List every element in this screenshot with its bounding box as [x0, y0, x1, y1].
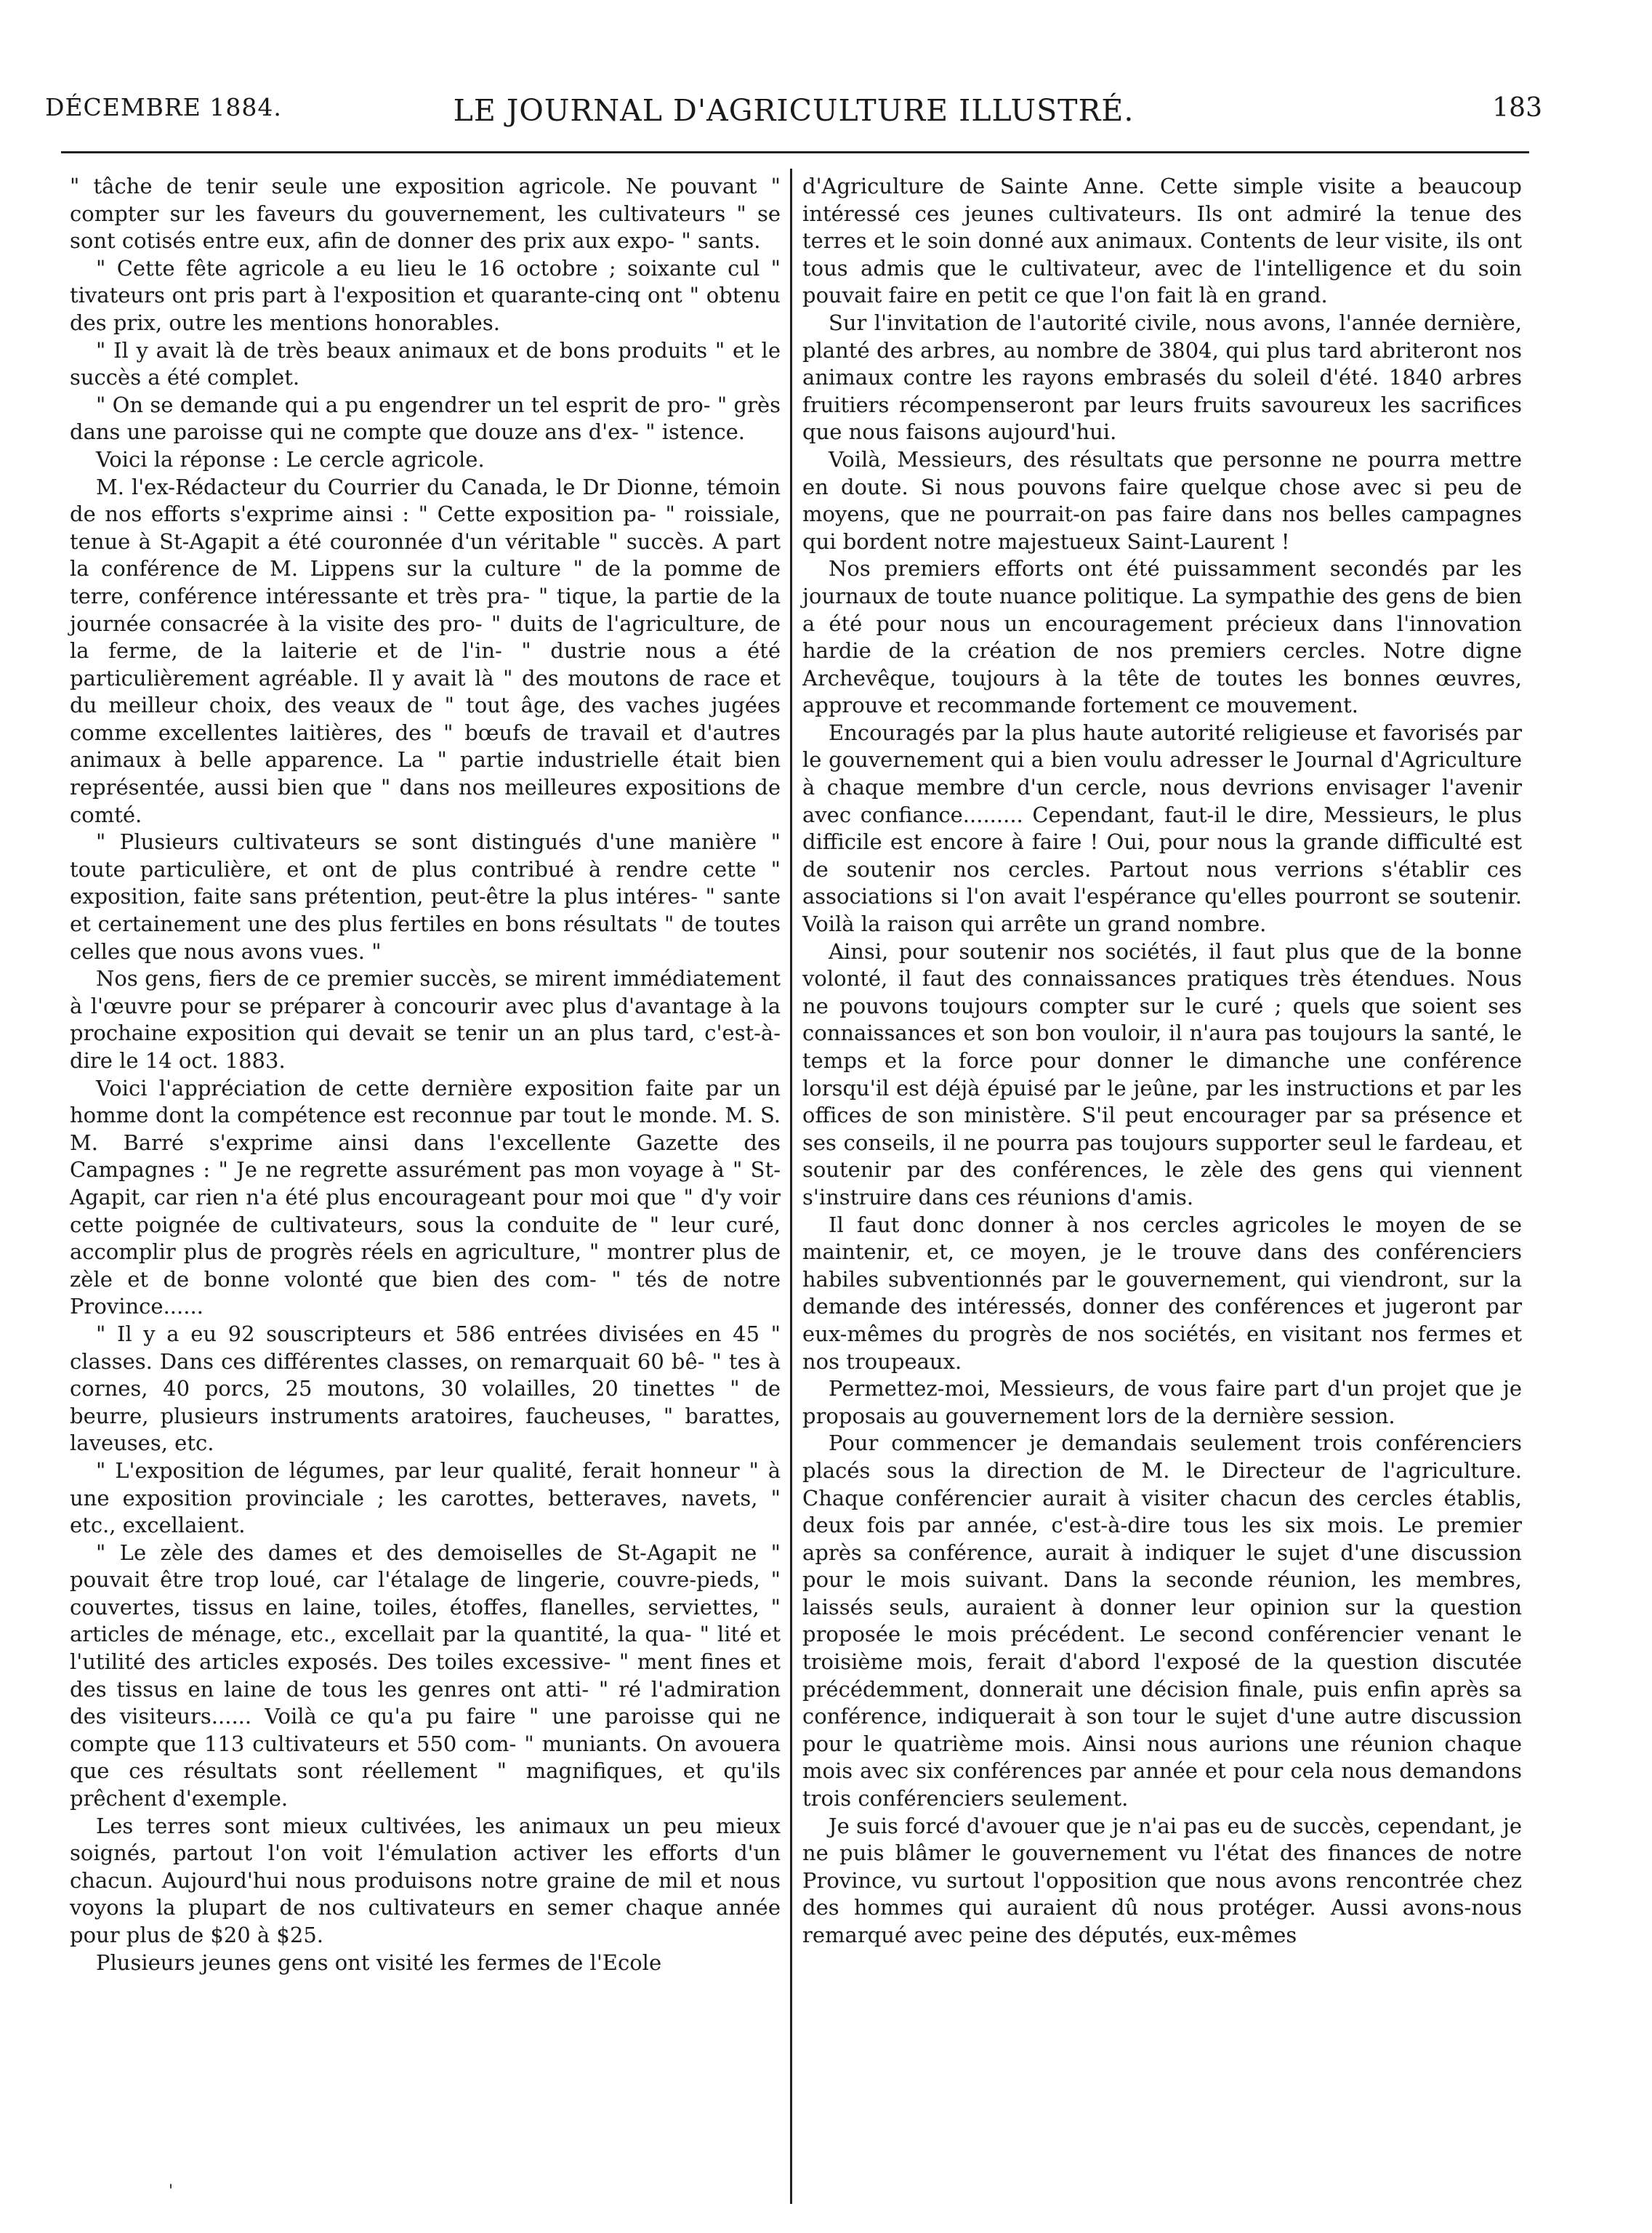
paragraph: Je suis forcé d'avouer que je n'ai pas eu de succès, cependant, je ne puis blâmer le gouvernement vu l'état des finances de notre Province, vu surtout l'opposition que nous avons rencontrée chez des hommes qui auraient dû nous protéger. Aussi avons-nous remarqué avec peine des députés, eux-mêmes	[802, 1813, 1522, 1947]
paragraph: Voilà, Messieurs, des résultats que personne ne pourra mettre en doute. Si nous pouvons faire quelque chose avec si peu de moyens, que ne pourrait-on pas faire dans nos belles campagnes qui bordent notre majestueux Saint-Laurent !	[802, 446, 1522, 554]
paragraph: " Cette fête agricole a eu lieu le 16 octobre ; soixante cul " tivateurs ont pris part à l'exposition et quarante-cinq ont " obtenu des prix, outre les mentions honorables.	[70, 255, 781, 335]
paragraph: " Plusieurs cultivateurs se sont distingués d'une manière " toute particulière, et ont de plus contribué à rendre cette " exposition, faite sans prétention, peut-être la plus intéres- " sante et certainement une des plus fertiles en bons résultats " de toutes celles que nous avons vues. "	[70, 829, 781, 964]
paragraph: Voici l'appréciation de cette dernière exposition faite par un homme dont la compétence est reconnue par tout le monde. M. S. M. Barré s'exprime ainsi dans l'excellente Gazette des Campagnes : " Je ne regrette assurément pas mon voyage à " St-Agapit, car rien n'a été plus encourageant pour moi que " d'y voir cette poignée de cultivateurs, sous la conduite de " leur curé, accomplir plus de progrès réels en agriculture, " montrer plus de zèle et de bonne volonté que bien des com- " tés de notre Province......	[70, 1075, 781, 1319]
header-rule	[61, 151, 1529, 153]
paragraph: Nos gens, fiers de ce premier succès, se mirent immédiatement à l'œuvre pour se préparer à concourir avec plus d'avantage à la prochaine exposition qui devait se tenir un an plus tard, c'est-à-dire le 14 oct. 1883.	[70, 966, 781, 1073]
paragraph: " tâche de tenir seule une exposition agricole. Ne pouvant " compter sur les faveurs du gouvernement, les cultivateurs " se sont cotisés entre eux, afin de donner des prix aux expo- " sants.	[70, 174, 781, 254]
paragraph: Plusieurs jeunes gens ont visité les fermes de l'Ecole	[96, 1950, 662, 1975]
paragraph: Sur l'invitation de l'autorité civile, nous avons, l'année dernière, planté des arbres, au nombre de 3804, qui plus tard abriteront nos animaux contre les rayons embrasés du soleil d'été. 1840 arbres fruitiers récompenseront par leurs fruits savoureux les sacrifices que nous faisons aujourd'hui.	[802, 310, 1522, 445]
footer-mark: '	[169, 2182, 174, 2200]
running-header	[45, 93, 1542, 137]
paragraph: Il faut donc donner à nos cercles agricoles le moyen de se maintenir, et, ce moyen, je le trouve dans des conférenciers habiles subventionnés par le gouvernement, qui viendront, sur la demande des intéressés, donner des conférences et jugeront par eux-mêmes du progrès de nos sociétés, en visitant nos fermes et nos troupeaux.	[802, 1212, 1522, 1374]
paragraph: Pour commencer je demandais seulement trois conférenciers placés sous la direction de M. le Directeur de l'agriculture. Chaque conférencier aurait à visiter chacun des cercles établis, deux fois par année, c'est-à-dire tous les six mois. Le premier après sa conférence, aurait à indiquer le sujet d'une discussion pour le mois suivant. Dans la seconde réunion, les membres, laissés seuls, auraient à donner leur opinion sur la question proposée le mois précédent. Le second conférencier venant le troisième mois, ferait d'abord l'exposé de la question discutée précédemment, donnerait une décision finale, puis enfin après sa conférence, indiquerait à son tour le sujet d'une autre discussion pour le quatrième mois. Ainsi nous aurions une réunion chaque mois avec six conférences par année et pour cela nous demandons trois conférenciers seulement.	[802, 1431, 1522, 1811]
paragraph: Permettez-moi, Messieurs, de vous faire part d'un projet que je proposais au gouvernement lors de la dernière session.	[802, 1376, 1522, 1428]
left-column	[70, 173, 781, 1976]
paragraph: " On se demande qui a pu engendrer un tel esprit de pro- " grès dans une paroisse qui ne compte que douze ans d'ex- " istence.	[70, 392, 781, 445]
paragraph: d'Agriculture de Sainte Anne. Cette simple visite a beaucoup intéressé ces jeunes cultivateurs. Ils ont admiré la tenue des terres et le soin donné aux animaux. Contents de leur visite, ils ont tous admis que le cultivateur, avec de l'intelligence et du soin pouvait faire en petit ce que l'on fait là en grand.	[802, 174, 1522, 308]
page-number: 183	[1492, 93, 1542, 123]
right-column	[802, 173, 1522, 1950]
issue-date: DÉCEMBRE 1884.	[45, 93, 282, 121]
paragraph: " Il y avait là de très beaux animaux et de bons produits " et le succès a été complet.	[70, 337, 781, 390]
paragraph: M. l'ex-Rédacteur du Courrier du Canada, le Dr Dionne, témoin de nos efforts s'exprime ainsi : " Cette exposition pa- " roissiale, tenue à St-Agapit a été couronnée d'un véritable " succès. A part la conférence de M. Lippens sur la culture " de la pomme de terre, conférence intéressante et très pra- " tique, la partie de la journée consacrée à la visite des pro- " duits de l'agriculture, de la ferme, de la laiterie et de l'in- " dustrie nous a été particulièrement agréable. Il y avait là " des moutons de race et du meilleur choix, des veaux de " tout âge, des vaches jugées comme excellentes laitières, des " bœufs de travail et d'autres animaux à belle apparence. La " partie industrielle était bien représentée, aussi bien que " dans nos meilleures expositions de comté.	[70, 474, 781, 827]
paragraph: Encouragés par la plus haute autorité religieuse et favorisés par le gouvernement qui a bien voulu adresser le Journal d'Agriculture à chaque membre d'un cercle, nous devrions envisager l'avenir avec confiance......... Cependant, faut-il le dire, Messieurs, le plus difficile est encore à faire ! Oui, pour nous la grande difficulté est de soutenir nos cercles. Partout nous verrions s'établir ces associations si l'on avait l'espérance qu'elles pourront se soutenir. Voilà la raison qui arrête un grand nombre.	[802, 720, 1522, 937]
paragraph: Ainsi, pour soutenir nos sociétés, il faut plus que de la bonne volonté, il faut des connaissances pratiques très étendues. Nous ne pouvons toujours compter sur le curé ; quels que soient ses connaissances et son bon vouloir, il n'aura pas toujours la santé, le temps et la force pour donner le dimanche une conférence lorsqu'il est déjà épuisé par le jeûne, par les instructions et par les offices de son ministère. S'il peut encourager par sa présence et ses conseils, il ne pourra pas toujours supporter seul le fardeau, et soutenir par des conférences, le zèle des gens qui viennent s'instruire dans ces réunions d'amis.	[802, 938, 1522, 1210]
paragraph: " L'exposition de légumes, par leur qualité, ferait honneur " à une exposition provinciale ; les carottes, betteraves, navets, " etc., excellaient.	[70, 1457, 781, 1538]
paragraph: Nos premiers efforts ont été puissamment secondés par les journaux de toute nuance politique. La sympathie des gens de bien a été pour nous un encouragement précieux dans l'innovation hardie de la création de nos premiers cercles. Notre digne Archevêque, toujours à la tête de toutes les bonnes œuvres, approuve et recommande fortement ce mouvement.	[802, 556, 1522, 718]
paragraph: " Il y a eu 92 souscripteurs et 586 entrées divisées en 45 " classes. Dans ces différentes classes, on remarquait 60 bê- " tes à cornes, 40 porcs, 25 moutons, 30 volailles, 20 tinettes " de beurre, plusieurs instruments aratoires, faucheuses, " barattes, laveuses, etc.	[70, 1321, 781, 1456]
paragraph: Les terres sont mieux cultivées, les animaux un peu mieux soignés, partout l'on voit l'émulation activer les efforts d'un chacun. Aujourd'hui nous produisons notre graine de mil et nous voyons la plupart de nos cultivateurs en semer chaque année pour plus de $20 à $25.	[70, 1813, 781, 1947]
journal-title: LE JOURNAL D'AGRICULTURE ILLUSTRÉ.	[453, 93, 1135, 128]
column-rule	[790, 169, 792, 2204]
paragraph: " Le zèle des dames et des demoiselles de St-Agapit ne " pouvait être trop loué, car l'étalage de lingerie, couvre-pieds, " couvertes, tissus en laine, toiles, étoffes, flanelles, serviettes, " articles de ménage, etc., excellait par la quantité, la qua- " lité et l'utilité des articles exposés. Des toiles excessive- " ment fines et des tissus en laine de tous les genres ont atti- " ré l'admiration des visiteurs...... Voilà ce qu'a pu faire " une paroisse qui ne compte que 113 cultivateurs et 550 com- " muniants. On avouera que ces résultats sont réellement " magnifiques, et qu'ils prêchent d'exemple.	[70, 1540, 781, 1811]
paragraph: Voici la réponse : Le cercle agricole.	[96, 446, 485, 472]
